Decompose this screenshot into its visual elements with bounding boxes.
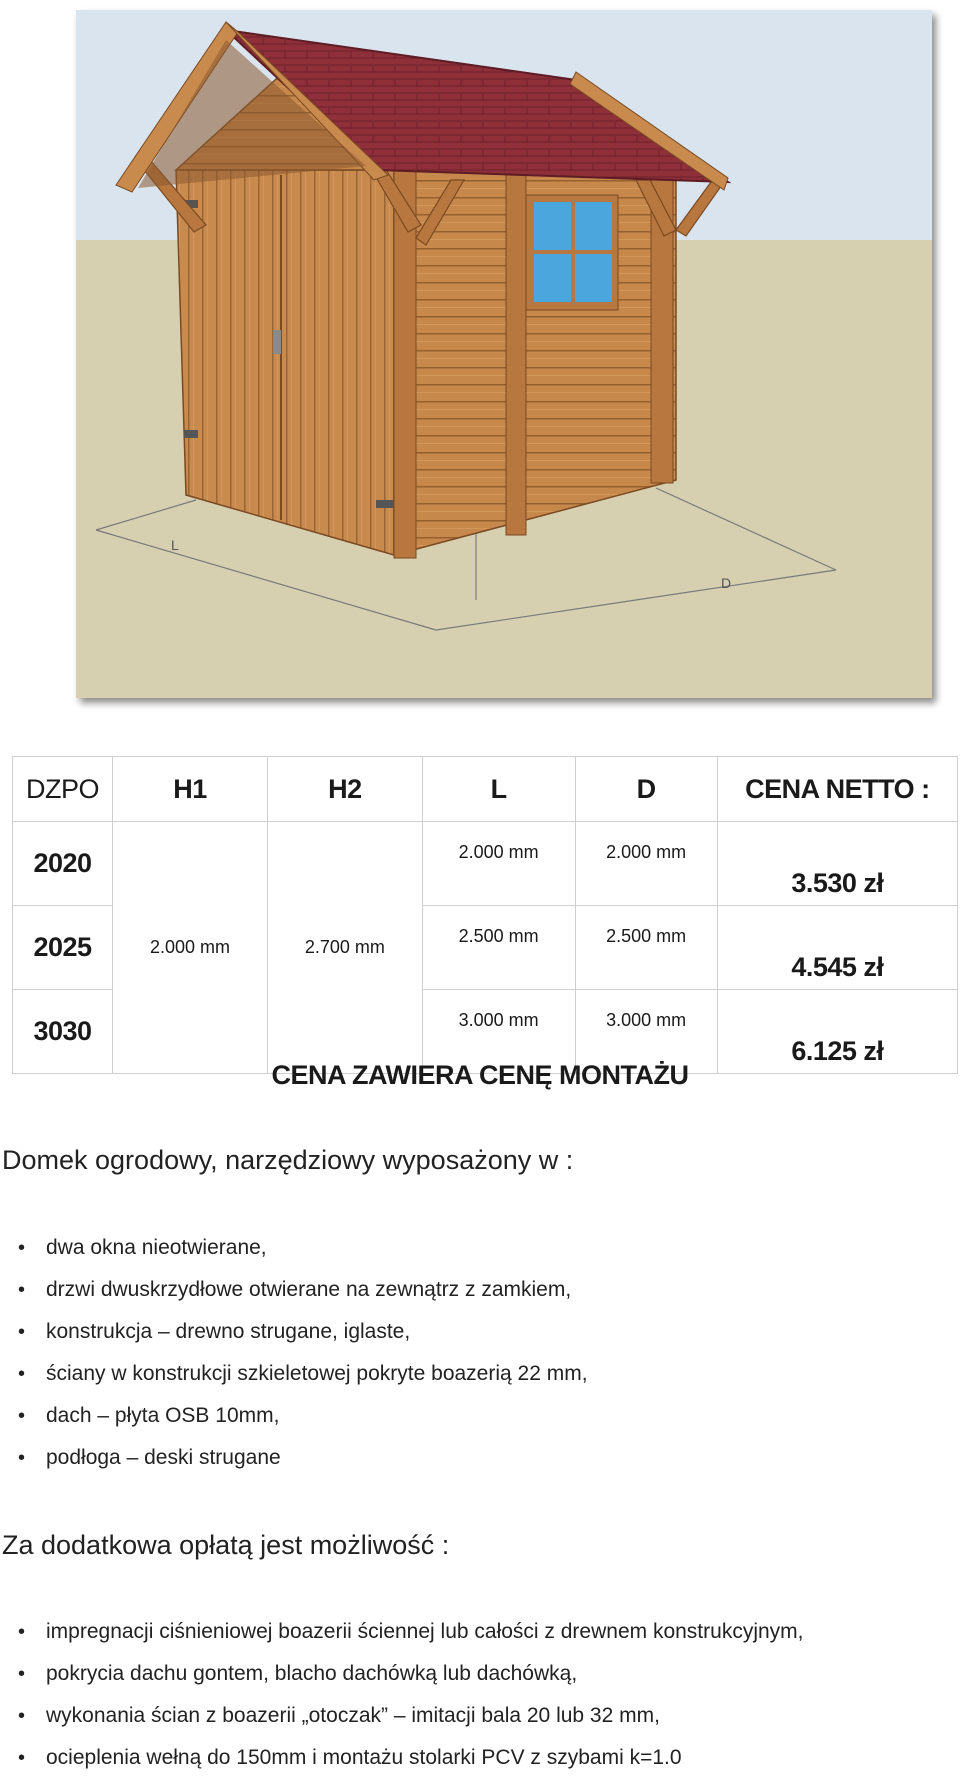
- height-h2: 2.700 mm: [267, 822, 422, 1074]
- list-item: • drzwi dwuskrzydłowe otwierane na zewnątrz z zamkiem,: [18, 1274, 588, 1316]
- shed-illustration: [76, 10, 932, 698]
- front-wall: [176, 170, 394, 555]
- header-h1: H1: [113, 757, 268, 822]
- list-item: • ściany w konstrukcji szkieletowej pokryte boazerią 22 mm,: [18, 1358, 588, 1400]
- list-item: • dwa okna nieotwierane,: [18, 1232, 588, 1274]
- dimension-label-d: D: [721, 575, 732, 591]
- equipment-list: [18, 1232, 588, 1484]
- extras-list: [18, 1616, 804, 1784]
- list-item: • podłoga – deski strugane: [18, 1442, 588, 1484]
- header-price: CENA NETTO :: [717, 757, 957, 822]
- depth-d: 2.500 mm: [575, 906, 717, 990]
- model-code: 2025: [13, 906, 113, 990]
- length-l: 2.000 mm: [422, 822, 575, 906]
- product-image: [76, 10, 932, 698]
- model-code: 3030: [13, 990, 113, 1074]
- dimension-label-l: L: [171, 537, 179, 553]
- net-price: 3.530 zł: [717, 822, 957, 906]
- net-price: 6.125 zł: [717, 990, 957, 1074]
- list-item: • impregnacji ciśnieniowej boazerii ściennej lub całości z drewnem konstrukcyjnym,: [18, 1616, 804, 1658]
- header-dzpo: DZPO: [13, 757, 113, 822]
- net-price: 4.545 zł: [717, 906, 957, 990]
- table-header-row: [13, 757, 958, 822]
- dimensions-price-table: [12, 756, 958, 1074]
- installation-included-headline: CENA ZAWIERA CENĘ MONTAŻU: [271, 1060, 689, 1090]
- header-h2: H2: [267, 757, 422, 822]
- length-l: 3.000 mm: [422, 990, 575, 1074]
- door-handle: [273, 330, 281, 354]
- header-l: L: [422, 757, 575, 822]
- list-item: • ocieplenia wełną do 150mm i montażu stolarki PCV z szybami k=1.0: [18, 1742, 804, 1784]
- equipment-intro: Domek ogrodowy, narzędziowy wyposażony w :: [2, 1145, 574, 1175]
- height-h1: 2.000 mm: [113, 822, 268, 1074]
- list-item: • wykonania ścian z boazerii „otoczak” – imitacji bala 20 lub 32 mm,: [18, 1700, 804, 1742]
- list-item: • dach – płyta OSB 10mm,: [18, 1400, 588, 1442]
- list-item: • konstrukcja – drewno strugane, iglaste,: [18, 1316, 588, 1358]
- depth-d: 2.000 mm: [575, 822, 717, 906]
- extras-intro: Za dodatkowa opłatą jest możliwość :: [2, 1530, 450, 1560]
- list-item: • pokrycia dachu gontem, blacho dachówką lub dachówką,: [18, 1658, 804, 1700]
- depth-d: 3.000 mm: [575, 990, 717, 1074]
- length-l: 2.500 mm: [422, 906, 575, 990]
- header-d: D: [575, 757, 717, 822]
- table-row: [13, 822, 958, 906]
- model-code: 2020: [13, 822, 113, 906]
